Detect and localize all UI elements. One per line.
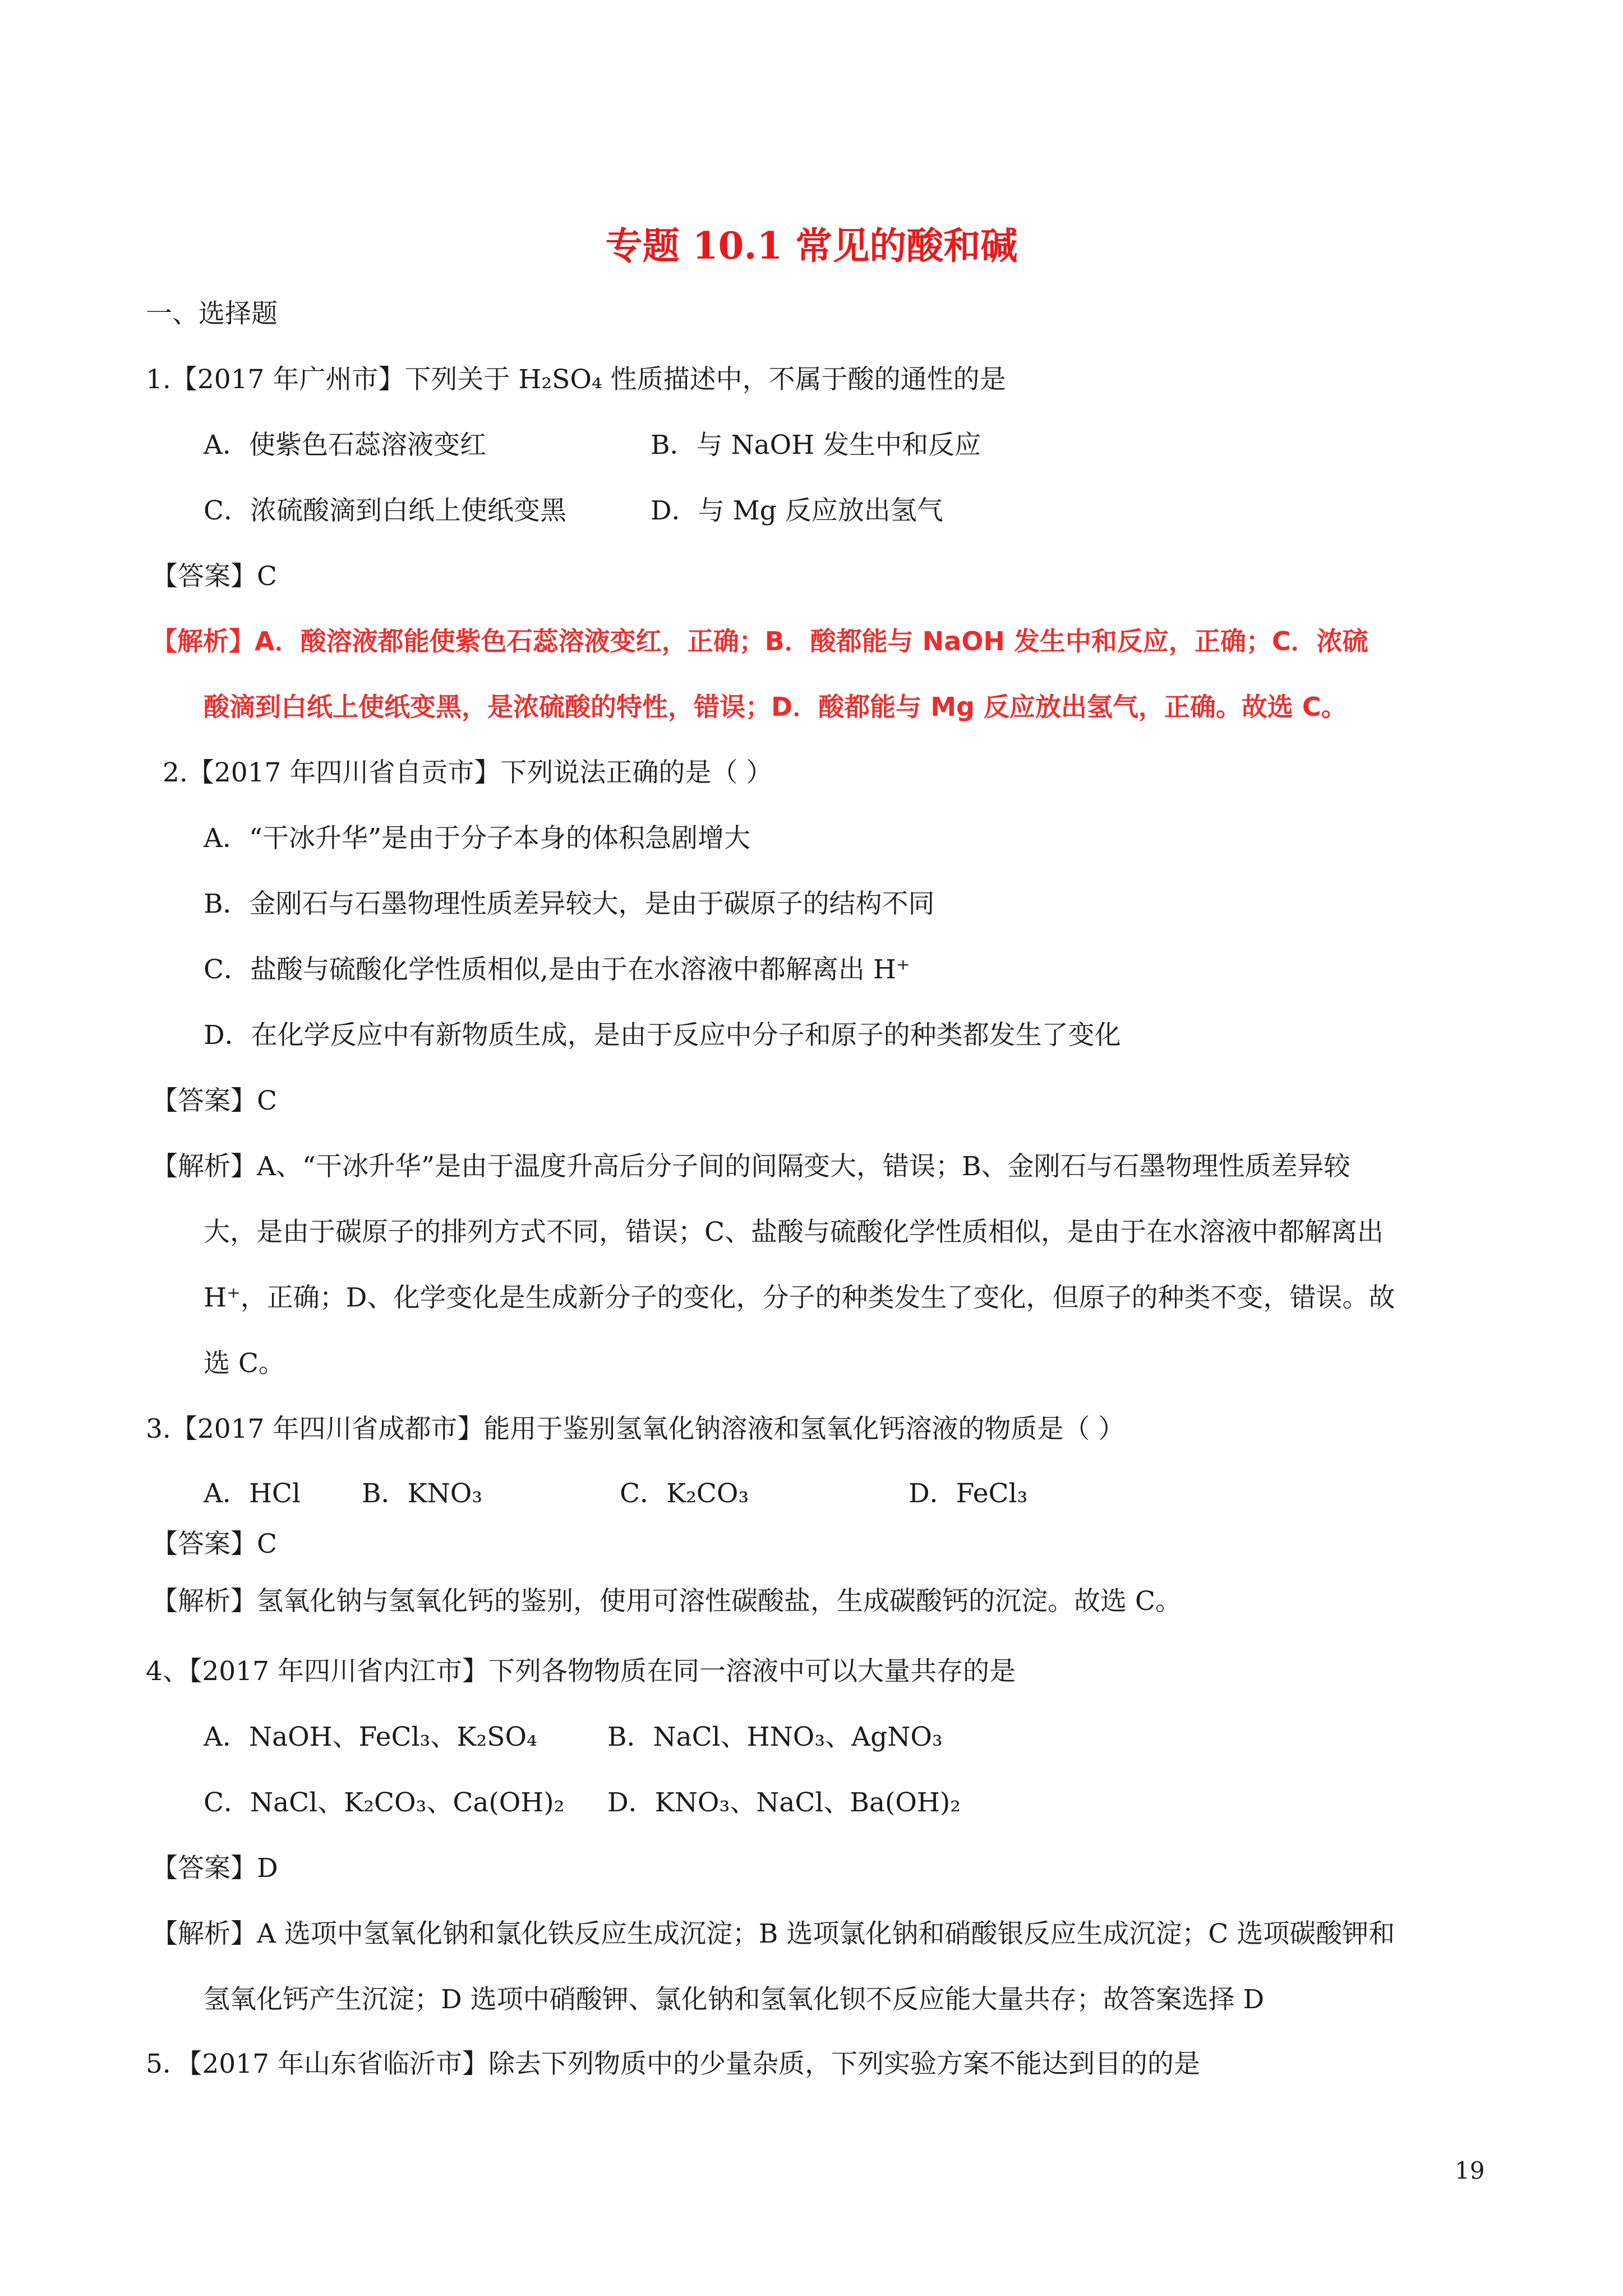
question-2-analysis-line-1: 【解析】A、“干冰升华”是由于温度升高后分子间的间隔变大，错误；B、金刚石与石墨物理性质差异较 <box>151 1151 1350 1182</box>
question-3-stem: 3.【2017 年四川省成都市】能用于鉴别氢氧化钠溶液和氢氧化钙溶液的物质是（ ） <box>146 1414 1125 1444</box>
section-heading: 一、选择题 <box>146 298 278 329</box>
question-2-analysis-line-2: 大，是由于碳原子的排列方式不同，错误；C、盐酸与硫酸化学性质相似，是由于在水溶液中都解离出 <box>204 1217 1384 1248</box>
question-4-analysis-line-1: 【解析】A 选项中氢氧化钠和氯化铁反应生成沉淀；B 选项氯化钠和硝酸银反应生成沉淀；C 选项碳酸钾和 <box>151 1918 1395 1949</box>
question-1-option-b: B．与 NaOH 发生中和反应 <box>651 430 981 461</box>
question-4-option-b: B．NaCl、HNO₃、AgNO₃ <box>607 1722 943 1752</box>
question-3-option-c: C．K₂CO₃ <box>620 1478 749 1509</box>
question-5-stem: 5．【2017 年山东省临沂市】除去下列物质中的少量杂质，下列实验方案不能达到目的的是 <box>146 2049 1200 2079</box>
question-3-answer: 【答案】C <box>151 1529 277 1559</box>
page-title: 专题 10.1 常见的酸和碱 <box>605 224 1018 268</box>
question-2-option-a: A．“干冰升华”是由于分子本身的体积急剧增大 <box>204 823 750 854</box>
question-1-option-d: D．与 Mg 反应放出氢气 <box>651 495 943 526</box>
question-4-option-d: D．KNO₃、NaCl、Ba(OH)₂ <box>607 1787 961 1818</box>
question-3-option-b: B．KNO₃ <box>362 1478 483 1509</box>
question-4-option-a: A．NaOH、FeCl₃、K₂SO₄ <box>204 1722 537 1752</box>
question-1-analysis-line-2: 酸滴到白纸上使纸变黑，是浓硫酸的特性，错误；D．酸都能与 Mg 反应放出氢气，正确。故选 C。 <box>204 692 1347 722</box>
question-1-analysis-line-1: 【解析】A．酸溶液都能使紫色石蕊溶液变红，正确；B．酸都能与 NaOH 发生中和反应，正确；C．浓硫 <box>151 626 1368 656</box>
question-3-analysis-line-1: 【解析】氢氧化钠与氢氧化钙的鉴别，使用可溶性碳酸盐，生成碳酸钙的沉淀。故选 C。 <box>151 1586 1182 1617</box>
question-2-analysis-line-3: H⁺，正确；D、化学变化是生成新分子的变化，分子的种类发生了变化，但原子的种类不变，错误。故 <box>204 1282 1395 1313</box>
question-1-answer: 【答案】C <box>151 561 277 592</box>
question-4-stem: 4、【2017 年四川省内江市】下列各物物质在同一溶液中可以大量共存的是 <box>146 1656 1016 1687</box>
question-1-option-c: C．浓硫酸滴到白纸上使纸变黑 <box>204 495 566 526</box>
question-3-option-d: D．FeCl₃ <box>909 1478 1028 1509</box>
question-4-answer: 【答案】D <box>151 1853 278 1884</box>
question-2-option-c: C．盐酸与硫酸化学性质相似,是由于在水溶液中都解离出 H⁺ <box>204 954 910 985</box>
question-2-option-b: B．金刚石与石墨物理性质差异较大，是由于碳原子的结构不同 <box>204 889 935 919</box>
question-2-option-d: D．在化学反应中有新物质生成，是由于反应中分子和原子的种类都发生了变化 <box>204 1020 1121 1051</box>
question-1-option-a: A．使紫色石蕊溶液变红 <box>204 430 486 461</box>
question-1-stem: 1.【2017 年广州市】下列关于 H₂SO₄ 性质描述中，不属于酸的通性的是 <box>146 364 1006 395</box>
question-2-analysis-line-4: 选 C。 <box>204 1348 285 1379</box>
question-2-answer: 【答案】C <box>151 1085 277 1116</box>
question-3-option-a: A．HCl <box>204 1478 301 1509</box>
page-number: 19 <box>1455 2157 1485 2184</box>
question-2-stem: 2.【2017 年四川省自贡市】下列说法正确的是（ ） <box>163 757 773 788</box>
question-4-option-c: C．NaCl、K₂CO₃、Ca(OH)₂ <box>204 1787 565 1818</box>
question-4-analysis-line-2: 氢氧化钙产生沉淀；D 选项中硝酸钾、氯化钠和氢氧化钡不反应能大量共存；故答案选择 D <box>204 1984 1265 2015</box>
